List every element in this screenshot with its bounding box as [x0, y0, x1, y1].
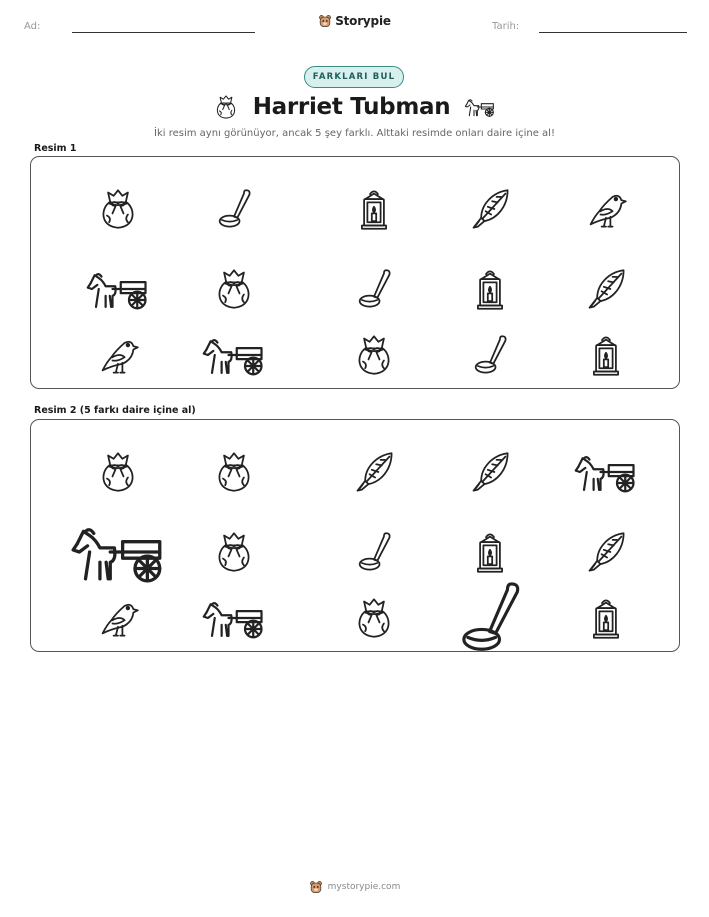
ladle-icon [352, 530, 396, 574]
picture-item[interactable] [329, 588, 419, 648]
picture-item[interactable] [189, 325, 279, 385]
picture-item[interactable] [445, 179, 535, 239]
picture-item[interactable] [445, 325, 535, 385]
picture-item[interactable] [189, 259, 279, 319]
picture-item[interactable] [189, 588, 279, 648]
bird-icon [96, 333, 140, 377]
picture-item[interactable] [445, 588, 535, 648]
picture-item[interactable] [73, 259, 163, 319]
bird-icon [96, 596, 140, 640]
picture-item[interactable] [329, 179, 419, 239]
picture-item[interactable] [73, 442, 163, 502]
sack-icon [213, 92, 239, 122]
ladle-icon [212, 187, 256, 231]
sack-icon [352, 333, 396, 377]
picture-item[interactable] [73, 179, 163, 239]
date-line[interactable] [539, 32, 687, 33]
find-differences-badge: FARKLARI BUL [304, 66, 404, 88]
sack-icon [96, 450, 140, 494]
lantern-icon [584, 333, 628, 377]
picture-item[interactable] [561, 325, 651, 385]
picture-item[interactable] [561, 259, 651, 319]
bear-mascot-icon [318, 14, 332, 28]
picture1-label: Resim 1 [34, 143, 77, 154]
sack-icon [212, 450, 256, 494]
bird-icon [584, 187, 628, 231]
horse-cart-icon [573, 450, 639, 494]
horse-cart-icon [201, 333, 267, 377]
ladle-icon [352, 267, 396, 311]
feather-quill-icon [584, 530, 628, 574]
footer-url[interactable]: mystorypie.com [327, 882, 401, 892]
sack-icon [212, 267, 256, 311]
picture2-panel [30, 419, 680, 652]
picture-item[interactable] [445, 442, 535, 502]
picture-item[interactable] [73, 325, 163, 385]
horse-cart-icon [464, 95, 496, 119]
sack-icon [352, 596, 396, 640]
picture-item[interactable] [561, 588, 651, 648]
lantern-icon [352, 187, 396, 231]
date-label: Tarih: [492, 21, 520, 32]
horse-cart-icon [85, 267, 151, 311]
lantern-icon [468, 530, 512, 574]
bear-mascot-icon [309, 880, 323, 894]
sack-icon [96, 187, 140, 231]
ladle-icon [450, 578, 529, 657]
picture-item[interactable] [329, 442, 419, 502]
picture-item[interactable] [329, 325, 419, 385]
picture-item[interactable] [445, 522, 535, 582]
feather-quill-icon [468, 187, 512, 231]
feather-quill-icon [468, 450, 512, 494]
lantern-icon [584, 596, 628, 640]
brand-name: Storypie [335, 14, 391, 28]
sack-icon [212, 530, 256, 574]
page-title: Harriet Tubman [252, 94, 451, 120]
instruction-text: İki resim aynı görünüyor, ancak 5 şey farklı. Alttaki resimde onları daire içine al! [154, 128, 555, 139]
picture-item[interactable] [329, 522, 419, 582]
picture-item[interactable] [189, 442, 279, 502]
picture-item[interactable] [561, 179, 651, 239]
picture-item[interactable] [561, 522, 651, 582]
picture-item[interactable] [189, 522, 279, 582]
picture-item[interactable] [445, 259, 535, 319]
picture-item[interactable] [189, 179, 279, 239]
brand-logo [0, 13, 709, 32]
name-line[interactable] [72, 32, 255, 33]
horse-cart-icon [201, 596, 267, 640]
feather-quill-icon [352, 450, 396, 494]
picture-item[interactable] [561, 442, 651, 502]
ladle-icon [468, 333, 512, 377]
horse-cart-icon [69, 519, 168, 585]
picture1-panel [30, 156, 680, 389]
picture-item[interactable] [73, 588, 163, 648]
lantern-icon [468, 267, 512, 311]
picture-item[interactable] [329, 259, 419, 319]
picture-item[interactable] [73, 522, 163, 582]
footer [0, 880, 709, 897]
feather-quill-icon [584, 267, 628, 311]
name-label: Ad: [24, 21, 41, 32]
picture2-label: Resim 2 (5 farkı daire içine al) [34, 405, 196, 416]
